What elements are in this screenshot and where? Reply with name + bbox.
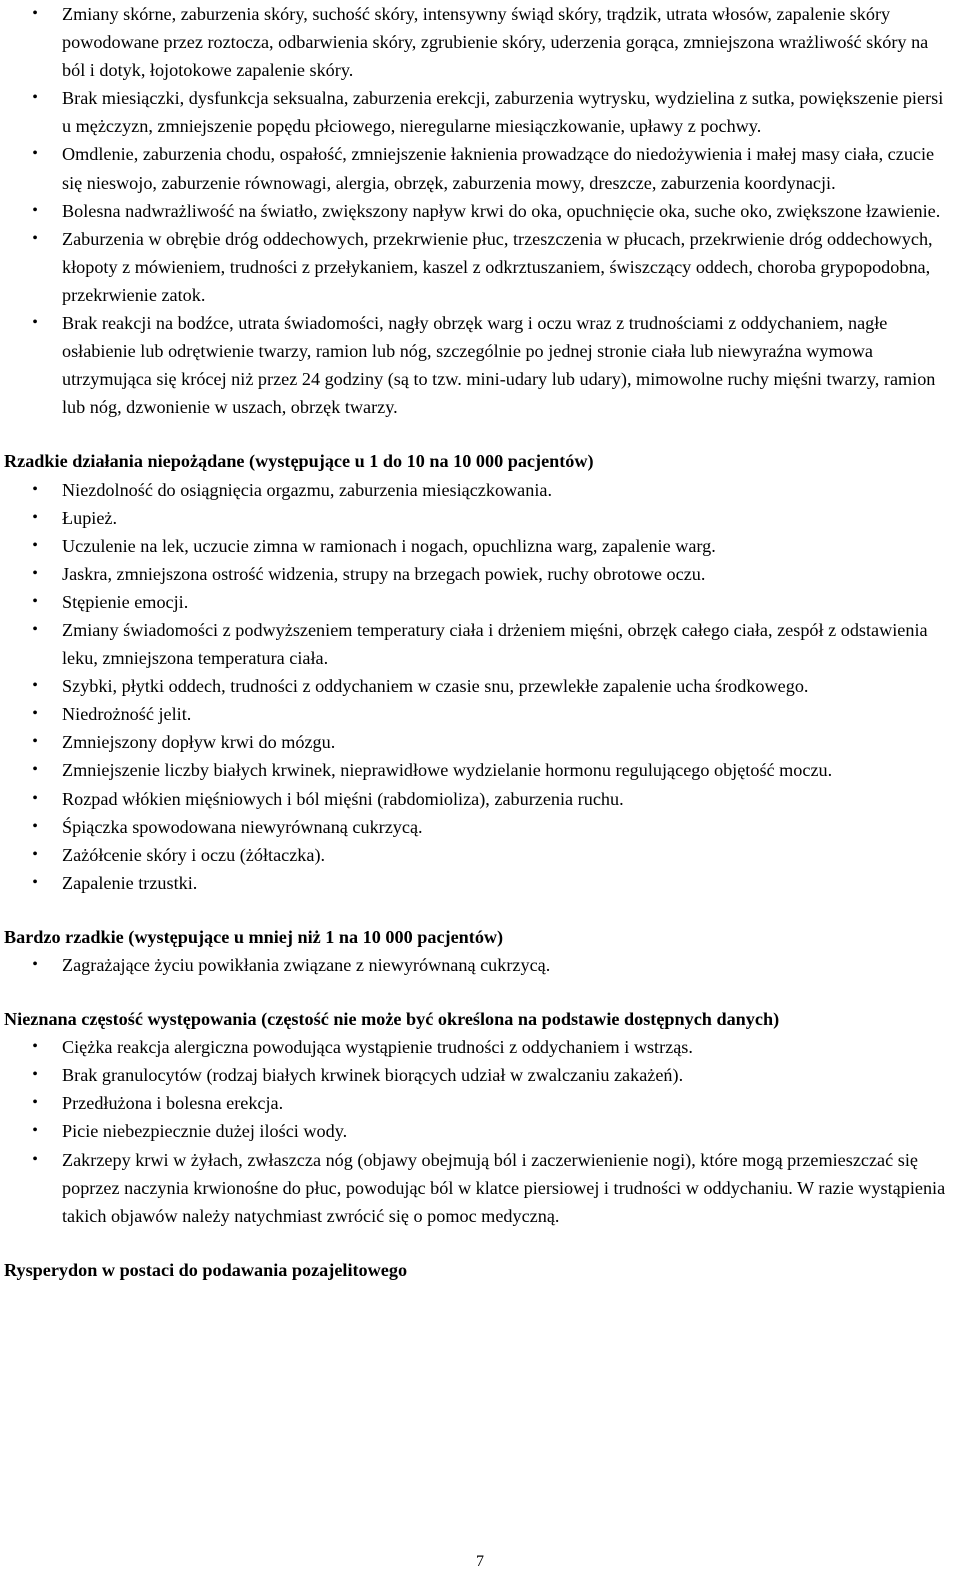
bullet-icon: • [32,145,38,163]
list-item-text: Przedłużona i bolesna erekcja. [62,1093,284,1114]
list-item-text: Niezdolność do osiągnięcia orgazmu, zaburzenia miesiączkowania. [62,479,553,500]
list-item-text: Stępienie emocji. [62,591,189,612]
list-item [4,785,952,813]
bullet-icon: • [32,789,38,807]
list-item-text: Zmiany skórne, zaburzenia skóry, suchość skóry, intensywny świąd skóry, trądzik, utrata włosów, zapalenie skóry powodowane przez roztocza, odbarwienia skóry, zgrubienie skóry, uderzenia gorąca, zmniejszona wrażliwość skóry na ból i dotyk, łojotokowe zapalenie skóry. [62,4,929,81]
bullet-icon: • [32,480,38,498]
unknown-frequency-list [4,1033,952,1230]
list-item-text: Ciężka reakcja alergiczna powodująca wystąpienie trudności z oddychaniem i wstrząs. [62,1037,693,1058]
list-item [4,672,952,700]
list-item [4,951,952,979]
list-item [4,309,952,421]
list-item [4,728,952,756]
intro-list [4,0,952,421]
bullet-icon: • [32,1066,38,1084]
list-item [4,1146,952,1230]
list-item-text: Niedrożność jelit. [62,704,192,725]
list-item-text: Zmniejszony dopływ krwi do mózgu. [62,732,336,753]
bullet-icon: • [32,733,38,751]
bullet-icon: • [32,873,38,891]
bullet-icon: • [32,5,38,22]
list-item-text: Zmiany świadomości z podwyższeniem temperatury ciała i drżeniem mięśni, obrzęk całego ciała, zespół z odstawienia leku, zmniejszona temperatura ciała. [62,619,928,669]
unknown-frequency-heading: Nieznana częstość występowania (częstość nie może być określona na podstawie dostępnych danych) [4,1009,780,1030]
very-rare-list [4,951,952,979]
list-item [4,140,952,196]
bullet-icon: • [32,1122,38,1140]
list-item [4,1117,952,1145]
bullet-icon: • [32,1094,38,1112]
list-item-text: Zmniejszenie liczby białych krwinek, nieprawidłowe wydzielanie hormonu regulującego objętość moczu. [62,760,833,781]
list-item [4,504,952,532]
final-heading: Rysperydon w postaci do podawania pozajelitowego [4,1259,408,1280]
list-item [4,197,952,225]
list-item-text: Bolesna nadwrażliwość na światło, zwiększony napływ krwi do oka, opuchnięcie oka, suche oko, zwiększone łzawienie. [62,200,941,221]
list-item [4,560,952,588]
list-item-text: Omdlenie, zaburzenia chodu, ospałość, zmniejszenie łaknienia prowadzące do niedożywienia i małej masy ciała, czucie się nieswojo, zaburzenie równowagi, alergia, obrzęk, zaburzenia mowy, dreszcze, zaburzenia koordynacji. [62,144,935,193]
list-item [4,588,952,616]
list-item [4,841,952,869]
rare-list [4,476,952,897]
list-item-text: Łupież. [62,507,118,528]
very-rare-section [4,923,952,979]
list-item [4,756,952,784]
list-item [4,869,952,897]
bullet-icon: • [32,1150,38,1168]
bullet-icon: • [32,956,38,973]
list-item [4,0,952,84]
list-item-text: Brak reakcji na bodźce, utrata świadomości, nagły obrzęk warg i oczu wraz z trudnościami z oddychaniem, nagłe osłabienie lub odrętwienie twarzy, ramion lub nóg, szczególnie po jednej stronie ciała lub niewyraźna wymowa utrzymująca się krócej niż przez 24 godziny (są to tzw. mini-udary lub udary), mimowolne ruchy mięśni twarzy, ramion lub nóg, dzwonienie w uszach, obrzęk twarzy. [62,313,936,418]
list-item-text: Rozpad włókien mięśniowych i ból mięśni (rabdomioliza), zaburzenia ruchu. [62,788,624,809]
list-item-text: Zapalenie trzustki. [62,872,198,893]
bullet-icon: • [32,705,38,723]
bullet-icon: • [32,592,38,610]
list-item [4,813,952,841]
list-item [4,476,952,504]
bullet-icon: • [32,817,38,835]
list-item-text: Jaskra, zmniejszona ostrość widzenia, strupy na brzegach powiek, ruchy obrotowe oczu. [62,563,706,584]
list-item-text: Zaburzenia w obrębie dróg oddechowych, przekrwienie płuc, trzeszczenia w płucach, przekrwienie dróg oddechowych, kłopoty z mówieniem, trudności z przełykaniem, kaszel z odkrztuszaniem, świszczący oddech, choroba grypopodobna, przekrwienie zatok. [62,228,933,305]
list-item [4,532,952,560]
rare-section [4,447,952,897]
list-item [4,1089,952,1117]
list-item [4,616,952,672]
bullet-icon: • [32,89,38,107]
bullet-icon: • [32,620,38,638]
list-item [4,700,952,728]
list-item [4,84,952,140]
bullet-icon: • [32,761,38,779]
bullet-icon: • [32,536,38,554]
bullet-icon: • [32,314,38,332]
bullet-icon: • [32,677,38,695]
bullet-icon: • [32,845,38,863]
final-section [4,1256,952,1284]
bullet-icon: • [32,564,38,582]
bullet-icon: • [32,508,38,526]
list-item-text: Zakrzepy krwi w żyłach, zwłaszcza nóg (objawy obejmują ból i zaczerwienienie nogi), które mogą przemieszczać się poprzez naczynia krwionośne do płuc, powodując ból w klatce piersiowej i trudności w oddychaniu. W razie wystąpienia takich objawów należy natychmiast zwrócić się o pomoc medyczną. [62,1149,946,1226]
list-item [4,1033,952,1061]
unknown-frequency-section [4,1005,952,1230]
list-item-text: Uczulenie na lek, uczucie zimna w ramionach i nogach, opuchlizna warg, zapalenie warg. [62,535,716,556]
list-item-text: Zażółcenie skóry i oczu (żółtaczka). [62,844,326,865]
bullet-icon: • [32,1038,38,1056]
list-item [4,225,952,309]
page-number: 7 [476,1553,484,1570]
list-item-text: Zagrażające życiu powikłania związane z niewyrównaną cukrzycą. [62,955,551,975]
list-item-text: Brak granulocytów (rodzaj białych krwinek biorących udział w zwalczaniu zakażeń). [62,1065,684,1086]
bullet-icon: • [32,229,38,247]
very-rare-heading: Bardzo rzadkie (występujące u mniej niż 1 na 10 000 pacjentów) [4,926,504,947]
list-item [4,1061,952,1089]
list-item-text: Szybki, płytki oddech, trudności z oddychaniem w czasie snu, przewlekłe zapalenie ucha środkowego. [62,676,809,697]
list-item-text: Brak miesiączki, dysfunkcja seksualna, zaburzenia erekcji, zaburzenia wytrysku, wydzielina z sutka, powiększenie piersi u mężczyzn, zmniejszenie popędu płciowego, nieregularne miesiączkowanie, upławy z pochwy. [62,88,944,137]
bullet-icon: • [32,201,38,219]
list-item-text: Śpiączka spowodowana niewyrównaną cukrzycą. [62,816,423,837]
list-item-text: Picie niebezpiecznie dużej ilości wody. [62,1121,348,1142]
rare-heading: Rzadkie działania niepożądane (występujące u 1 do 10 na 10 000 pacjentów) [4,451,594,472]
